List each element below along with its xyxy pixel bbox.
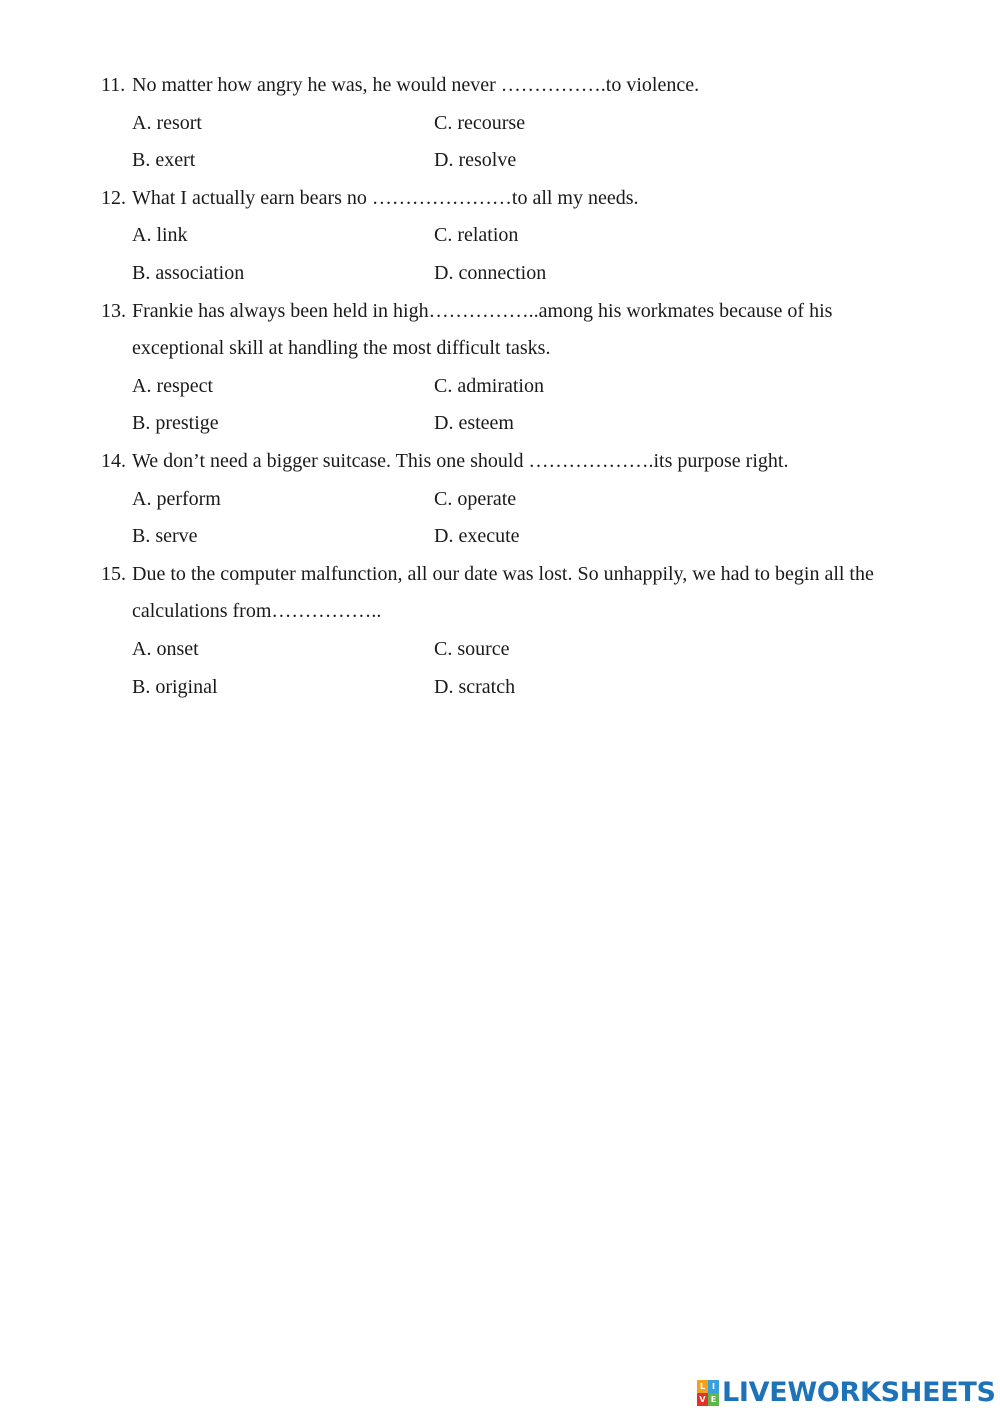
question-number: 13. <box>101 299 126 322</box>
question-text: What I actually earn bears no …………………to all my needs. <box>132 186 639 209</box>
logo-wordmark: LIVEWORKSHEETS <box>722 1377 996 1408</box>
option-c[interactable]: C. recourse <box>434 111 526 134</box>
question-12 <box>101 180 911 293</box>
question-text: Due to the computer malfunction, all our date was lost. So unhappily, we had to begin all the calculations from…………….. <box>132 562 874 623</box>
question-13 <box>101 293 911 443</box>
option-d[interactable]: D. resolve <box>434 149 517 172</box>
question-number: 15. <box>101 562 126 585</box>
option-b[interactable]: B. serve <box>132 525 198 548</box>
answer-options <box>132 105 911 180</box>
liveworksheets-logo-icon <box>697 1380 719 1406</box>
option-c[interactable]: C. operate <box>434 487 517 510</box>
option-a[interactable]: A. perform <box>132 487 221 510</box>
logo-mark-letter: I <box>708 1380 719 1393</box>
option-b[interactable]: B. association <box>132 261 245 284</box>
logo-mark-letter: E <box>708 1393 719 1406</box>
liveworksheets-logo <box>697 1376 996 1410</box>
answer-options <box>132 631 911 706</box>
question-number: 14. <box>101 449 126 472</box>
logo-mark-letter: V <box>697 1393 708 1406</box>
option-d[interactable]: D. execute <box>434 525 520 548</box>
question-list <box>101 67 911 706</box>
option-c[interactable]: C. source <box>434 637 510 660</box>
answer-options <box>132 481 911 556</box>
option-c[interactable]: C. admiration <box>434 374 544 397</box>
question-14 <box>101 443 911 556</box>
option-d[interactable]: D. esteem <box>434 412 514 435</box>
option-a[interactable]: A. link <box>132 224 188 247</box>
question-text: Frankie has always been held in high……………..among his workmates because of his exceptional skill at handling the most difficult tasks. <box>132 299 833 360</box>
option-d[interactable]: D. connection <box>434 261 547 284</box>
question-text: No matter how angry he was, he would never …………….to violence. <box>132 74 700 96</box>
question-11 <box>101 67 911 180</box>
question-15 <box>101 556 911 706</box>
option-a[interactable]: A. resort <box>132 111 202 134</box>
question-number: 11. <box>101 74 126 96</box>
option-a[interactable]: A. onset <box>132 637 199 660</box>
question-text: We don’t need a bigger suitcase. This one should ……………….its purpose right. <box>132 449 789 472</box>
answer-options <box>132 368 911 443</box>
option-a[interactable]: A. respect <box>132 374 214 397</box>
option-c[interactable]: C. relation <box>434 224 519 247</box>
option-b[interactable]: B. prestige <box>132 412 219 435</box>
option-d[interactable]: D. scratch <box>434 675 516 698</box>
option-b[interactable]: B. exert <box>132 149 196 172</box>
option-b[interactable]: B. original <box>132 675 218 698</box>
question-number: 12. <box>101 186 126 209</box>
answer-options <box>132 217 911 292</box>
logo-mark-letter: L <box>697 1380 708 1393</box>
